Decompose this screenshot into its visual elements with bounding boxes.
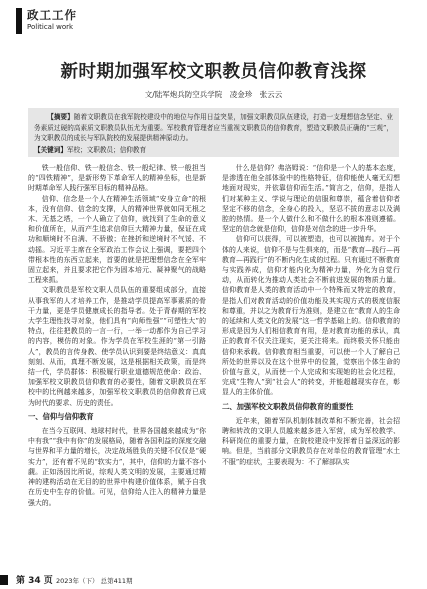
section-marker-bar — [16, 8, 22, 34]
issue-info: 2023年（下） 总第411期 — [56, 577, 133, 585]
section-heading: 一、信仰与信仰教育 — [28, 411, 94, 421]
left-column — [28, 163, 206, 508]
page-header — [0, 0, 427, 38]
keywords-text: 军校；文职教员；信仰教育 — [66, 145, 147, 154]
body-paragraph: 信仰可以获得，可以被塑造，也可以被抛弃。对于个体的人来说，信仰不是与生俱来的，而是“教育—践行—再教育—再践行”的不断内化生成的过程。只有通过不断教育与实践养成，信仰才能内化为精神力量，外化为自觉行动，从而转化为推动人类社会不断前进发展的物质力量。信仰教育是人类的教育活动中一个特殊而又特定的教育，是指人们对教育活动的价值功能及其实现方式的极度信服和尊重，并以之为教育行为准则，是建立在“教育人的生命的延续和人类文化的发展”这一哲学基础上的。信仰教育的形成是因为人们相信教育有用，是对教育功能的承认，真正的教育不仅关注现实，更关注将来。而终极关怀只能由信仰来承载。信仰教育相当重要，可以使一个人了解自己所处的世界以及在这个世界中的位置，觉察出个体生命的价值与意义，从而使一个人完成和实现她的社会化过程，完成“生物人”到“社会人”的转变，并能超越现实存在，彰显人的主体价值。 — [222, 235, 400, 397]
abstract-text: 随着文职教员在我军院校建设中的地位与作用日益突显，加强文职教员队伍建设，打造一支理想信念坚定、业务素质过硬的高素质文职教员队伍尤为重要。军校教育管理者应当重视文职教员的信仰教育，塑造文职教员正确的“三观”，为文职教员的成长与军队院校的发展提供精神原动力。 — [34, 113, 394, 142]
footer-marker-bar — [0, 575, 8, 585]
abstract-label: 【摘要】 — [47, 113, 74, 121]
body-paragraph: 在当今互联网、地球村时代，世界各国越来越成为“你中有我”“我中有你”的发展格局，随着各国利益的深度交融与世界和平力量的增长，决定战场胜负的关键不仅仅是“硬实力”，还有着不见的“软实力”，其中，信仰的力量不容小觑。正如汤因比所说，综观人类文明的发展，主要通过精神的建构活动在无目的的世界中构建价值体系，赋予自我在历史中生存的价值。可见，信仰给人注入的精神力量是强大的。 — [28, 427, 206, 507]
body-paragraph: 铁一般信仰、铁一般信念、铁一般纪律、铁一般担当的“四铁精神”，是新形势下革命军人的精神坐标，也是新时期革命军人践行强军目标的精神品格。 — [28, 164, 206, 193]
body-paragraph: 信仰、信念是一个人在精神生活领域“安身立命”的根本，没有信仰、信念的支撑，人的精神世界就如同无根之木、无基之塔，一个人确立了信仰，就找到了生命的意义和价值所在，从而产生追求信仰巨大精神力量，保证在成功和顺境时不自满、不骄傲；在挫折和逆境时不气馁、不动摇。习近平主席在全军政治工作会议上强调，要把四个带根本性的东西立起来，首要的就是把理想信念在全军牢固立起来，并且要求把它作为固本培元、凝神聚气的战略工程来抓。 — [28, 194, 206, 285]
section-title-en: Political work — [27, 23, 74, 31]
page-number: 第 34 页 — [16, 576, 53, 586]
abstract-paragraph — [34, 112, 393, 144]
section-title-cn: 政工工作 — [27, 8, 77, 22]
section-heading: 二、加强军校文职教员信仰教育的重要性 — [222, 401, 354, 411]
article-author: 文/陆军炮兵防空兵学院 凌金珍 张云云 — [144, 90, 283, 99]
right-column — [222, 163, 400, 467]
body-paragraph: 近年来，随着军队机制体制改革和不断完善，社会招聘和转改的文职人员越来越多进入军营，成为军校教学、科研岗位的重要力量，在院校建设中发挥着日益深远的影响。但是，当前部分文职教员存在对单位的教育管理“水土不服”的症状，主要表现为：不了解部队实 — [222, 416, 400, 466]
keywords-label: 【关键词】 — [34, 145, 67, 154]
keywords-line — [34, 145, 393, 156]
page-footer — [0, 568, 427, 589]
article-title: 新时期加强军校文职教员信仰教育浅探 — [60, 62, 367, 82]
abstract-box — [28, 108, 399, 157]
body-paragraph: 文职教员是军校文职人员队伍的重要组成部分，直接从事我军的人才培养工作，是推动学员提高军事素质的骨干力量，更是学员健康成长的指导者。处于青春期的军校大学生理性找寻对象，他们具有“向师性强”“可塑性大”的特点，往往把教员的一言一行，一举一动都作为自己学习的内容，模仿的对象。作为学员在军校生涯的“第一引路人”，教员的言传身教、使学员认识到要是终结意义：真真刻刻、从而，真理不断发展，这是根据相关政策，而是终结一代，学员群体：积极履行职业道德规范使命：政治、加强军校文职教员信仰教育的必要性，随着文职教员在军校中的比例越来越多，加强军校文职教员的信仰教育已成为时代的要求、历史的责任。 — [28, 286, 206, 407]
body-paragraph: 什么是信仰？弗洛姆说：“信仰是一个人的基本态度，是渗透在他全部体验中的性格特征，信仰能使人毫无幻想地面对现实，并依靠信仰而生活。”简言之，信仰，是指人们对某种主义、学说与理论的信服和尊崇，蕴含着信仰者坚定不移的信念，全身心的投入，坚忍不拔的意志以及满腔的热情。是一个人做什么和不做什么的根本准则遵循。坚定的信念就是信仰，信仰是对信念的进一步升华。 — [222, 164, 400, 234]
